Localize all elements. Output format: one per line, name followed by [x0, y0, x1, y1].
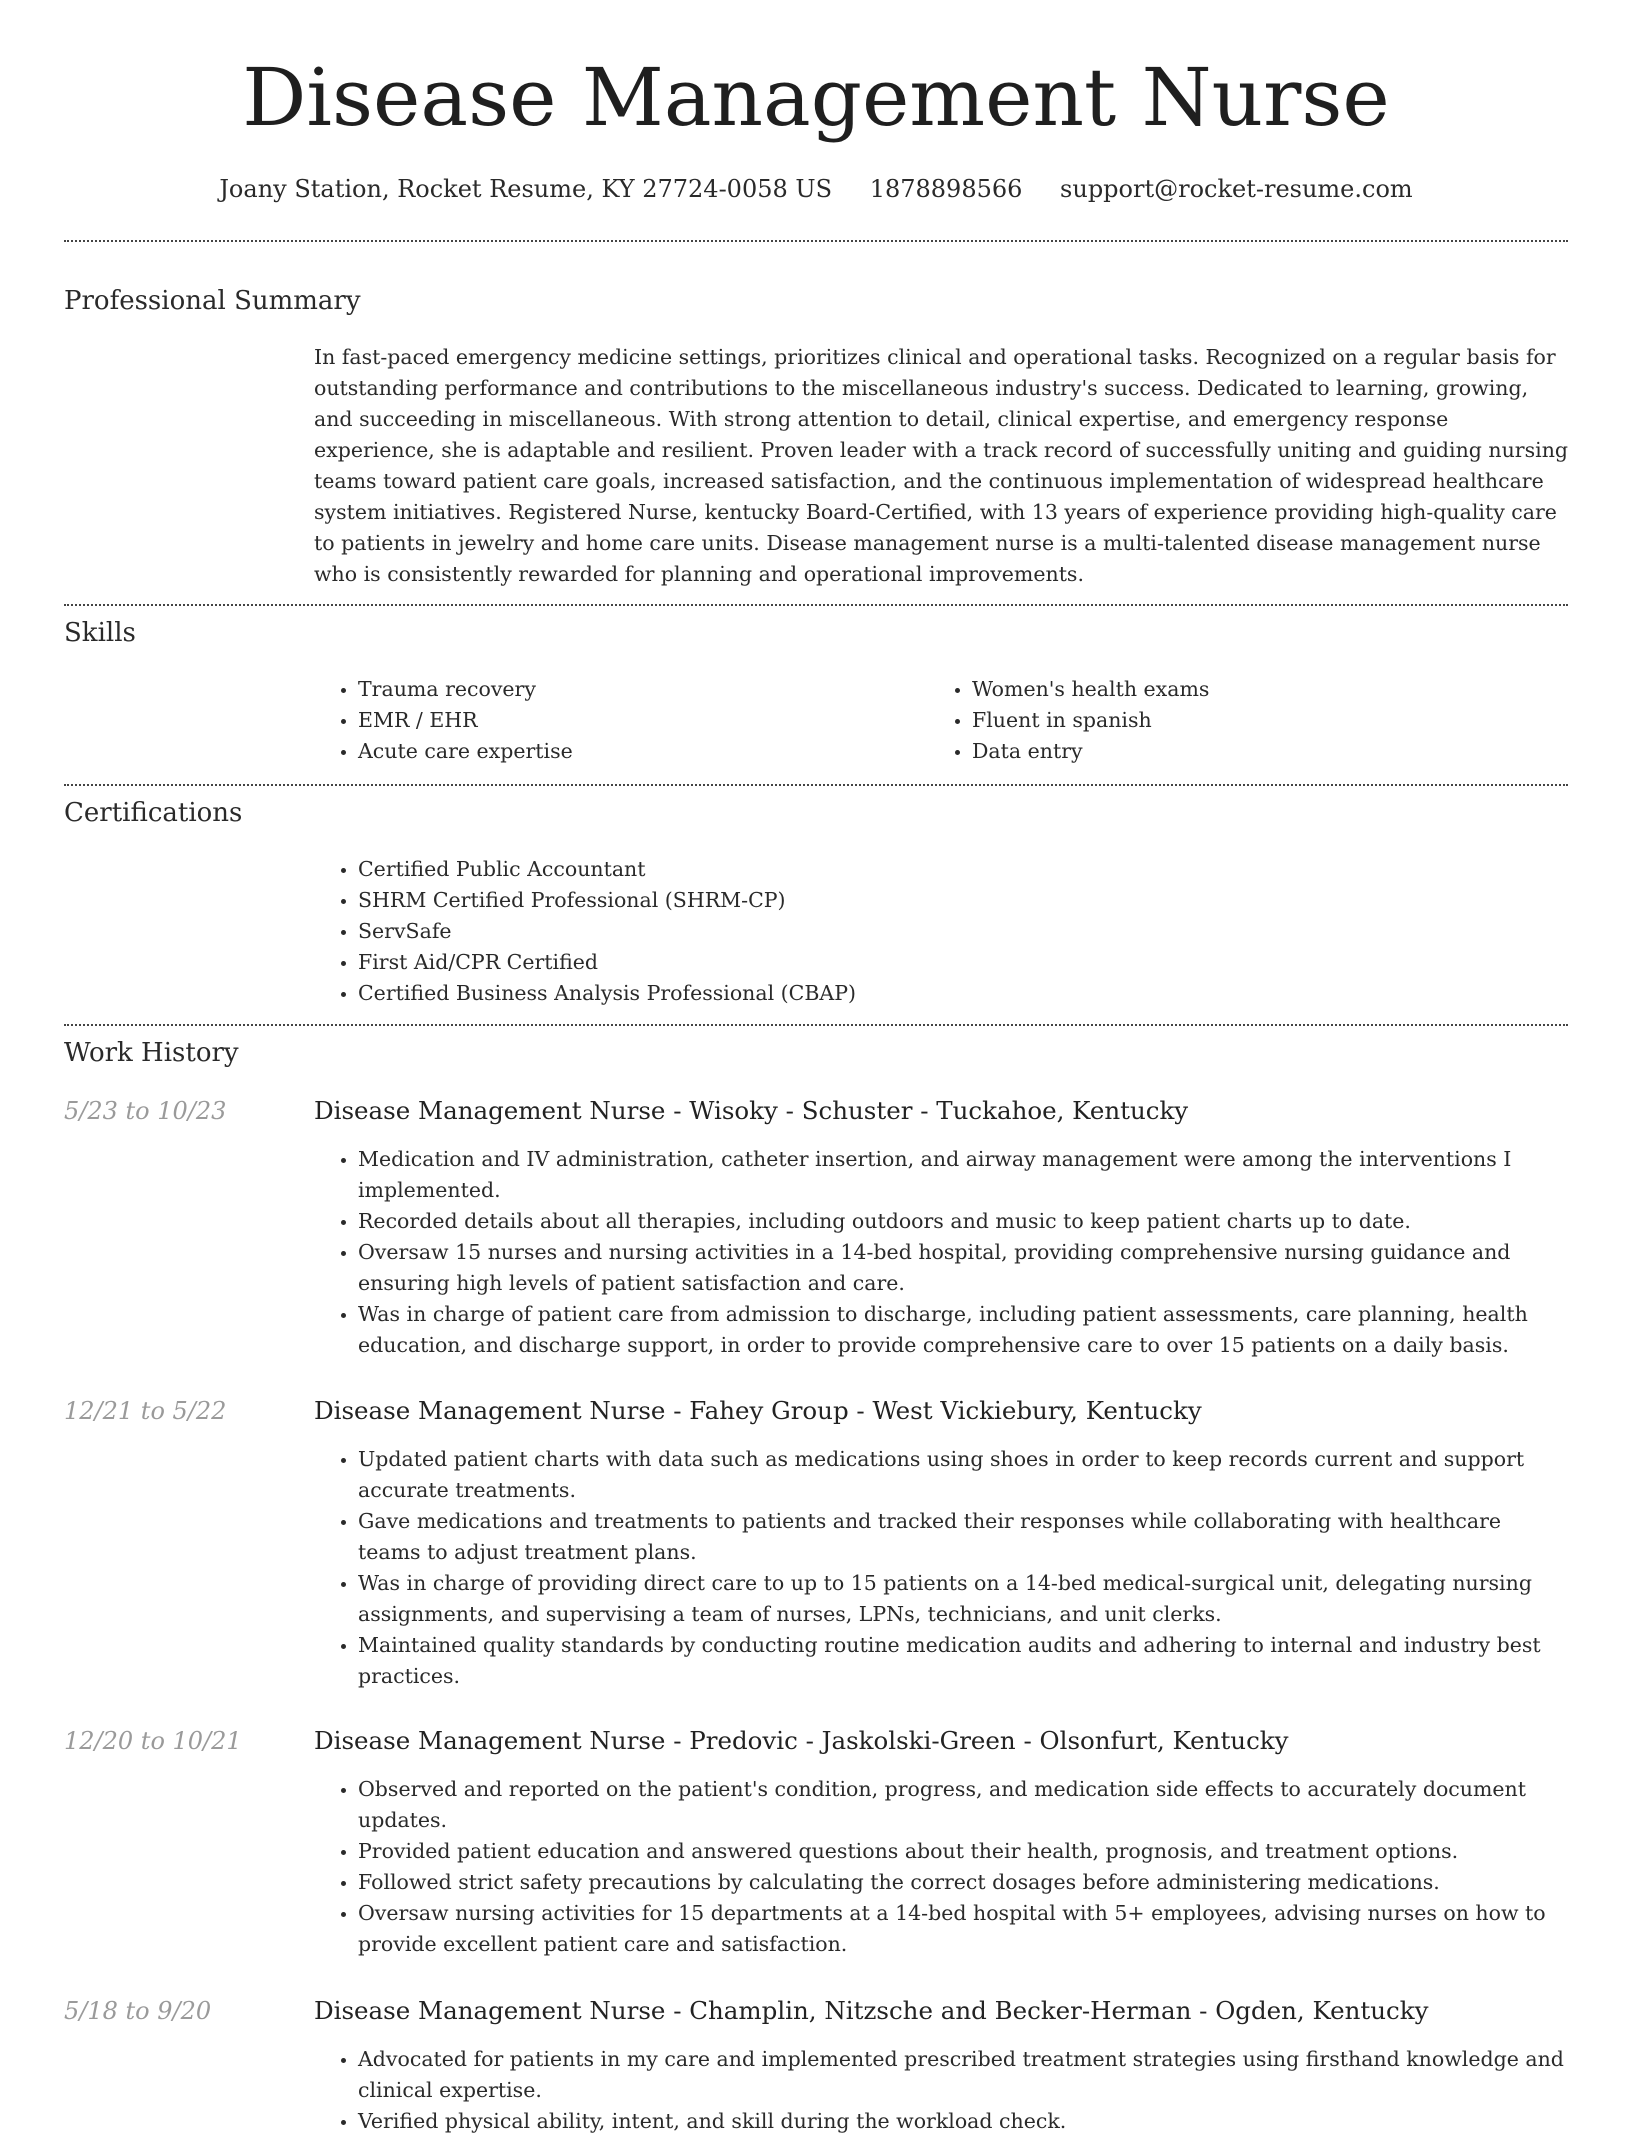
job-bullet: • Advocated for patients in my care and implemented prescribed treatment strategies using firsthand knowledge and clinical expertise.	[358, 2044, 1568, 2106]
job-dates: 5/18 to 9/20	[64, 1997, 212, 2025]
job-title: Disease Management Nurse - Champlin, Nitzsche and Becker-Herman - Ogden, Kentucky	[314, 1996, 1429, 2025]
section-divider	[64, 604, 1568, 606]
skill-item: • Fluent in spanish	[972, 705, 1528, 736]
summary-text: In fast-paced emergency medicine settings, prioritizes clinical and operational tasks. Recognized on a regular basis for outstanding performance and contributions to the miscellaneous industry's success. Dedicated to learning, growing, and succeeding in miscellaneous. With strong attention to detail, clinical expertise, and emergency response experience, she is adaptable and resilient. Proven leader with a track record of successfully uniting and guiding nursing teams toward patient care goals, increased satisfaction, and the continuous implementation of widespread healthcare system initiatives. Registered Nurse, kentucky Board-Certified, with 13 years of experience providing high-quality care to patients in jewelry and home care units. Disease management nurse is a multi-talented disease management nurse who is consistently rewarded for planning and operational improvements.	[314, 345, 1569, 586]
job-dates: 5/23 to 10/23	[64, 1097, 227, 1125]
job-title: Disease Management Nurse - Wisoky - Schuster - Tuckahoe, Kentucky	[314, 1096, 1189, 1125]
job-bullets	[314, 1144, 1568, 1361]
job-bullets	[314, 2044, 1568, 2137]
contact-line	[0, 172, 1632, 206]
job-dates: 12/20 to 10/21	[64, 1727, 242, 1755]
job-bullet: • Oversaw nursing activities for 15 departments at a 14-bed hospital with 5+ employees, advising nurses on how to provide excellent patient care and satisfaction.	[358, 1898, 1568, 1960]
certification-item: • ServSafe	[358, 916, 1514, 947]
contact-address: Joany Station, Rocket Resume, KY 27724-0058 US	[219, 175, 833, 203]
section-divider	[64, 784, 1568, 786]
job-bullets	[314, 1774, 1568, 1960]
skill-item: • Data entry	[972, 736, 1528, 767]
contact-email: support@rocket-resume.com	[1060, 175, 1413, 203]
job-bullet: • Maintained quality standards by conducting routine medication audits and adhering to internal and industry best practices.	[358, 1630, 1568, 1692]
job-bullet: • Was in charge of providing direct care to up to 15 patients on a 14-bed medical-surgical unit, delegating nursing assignments, and supervising a team of nurses, LPNs, technicians, and unit clerks.	[358, 1568, 1568, 1630]
job-bullet: • Gave medications and treatments to patients and tracked their responses while collaborating with healthcare teams to adjust treatment plans.	[358, 1506, 1568, 1568]
section-divider	[64, 1024, 1568, 1026]
job-bullet: • Followed strict safety precautions by calculating the correct dosages before administering medications.	[358, 1867, 1568, 1898]
work-history-heading: Work History	[64, 1038, 239, 1068]
job-title: Disease Management Nurse - Predovic - Jaskolski-Green - Olsonfurt, Kentucky	[314, 1726, 1289, 1755]
certification-item: • First Aid/CPR Certified	[358, 947, 1514, 978]
job-title: Disease Management Nurse - Fahey Group - West Vickiebury, Kentucky	[314, 1396, 1202, 1425]
job-bullet: • Recorded details about all therapies, including outdoors and music to keep patient charts up to date.	[358, 1206, 1568, 1237]
certification-item: • SHRM Certified Professional (SHRM-CP)	[358, 885, 1514, 916]
skill-item: • Acute care expertise	[358, 736, 914, 767]
candidate-name: Disease Management Nurse	[242, 51, 1390, 144]
certifications-list	[314, 854, 1514, 1009]
job-bullets	[314, 1444, 1568, 1692]
job-bullet: • Oversaw 15 nurses and nursing activities in a 14-bed hospital, providing comprehensive nursing guidance and ensuring high levels of patient satisfaction and care.	[358, 1237, 1568, 1299]
job-bullet: • Medication and IV administration, catheter insertion, and airway management were among the interventions I implemented.	[358, 1144, 1568, 1206]
job-bullet: • Provided patient education and answered questions about their health, prognosis, and treatment options.	[358, 1836, 1568, 1867]
job-bullet: • Was in charge of patient care from admission to discharge, including patient assessments, care planning, health education, and discharge support, in order to provide comprehensive care to over 15 patients on a daily basis.	[358, 1299, 1568, 1361]
certifications-heading: Certifications	[64, 798, 243, 828]
section-divider	[64, 240, 1568, 242]
job-bullet: • Observed and reported on the patient's condition, progress, and medication side effects to accurately document updates.	[358, 1774, 1568, 1836]
contact-phone: 1878898566	[869, 175, 1023, 203]
skills-heading: Skills	[64, 618, 136, 648]
certification-item: • Certified Business Analysis Professional (CBAP)	[358, 978, 1514, 1009]
skill-item: • Women's health exams	[972, 674, 1528, 705]
job-bullet: • Verified physical ability, intent, and skill during the workload check.	[358, 2106, 1568, 2137]
skill-item: • Trauma recovery	[358, 674, 914, 705]
certification-item: • Certified Public Accountant	[358, 854, 1514, 885]
job-bullet: • Updated patient charts with data such as medications using shoes in order to keep records current and support accurate treatments.	[358, 1444, 1568, 1506]
skills-column-left	[314, 674, 914, 767]
job-dates: 12/21 to 5/22	[64, 1397, 227, 1425]
skill-item: • EMR / EHR	[358, 705, 914, 736]
summary-heading: Professional Summary	[64, 286, 361, 316]
skills-column-right	[928, 674, 1528, 767]
